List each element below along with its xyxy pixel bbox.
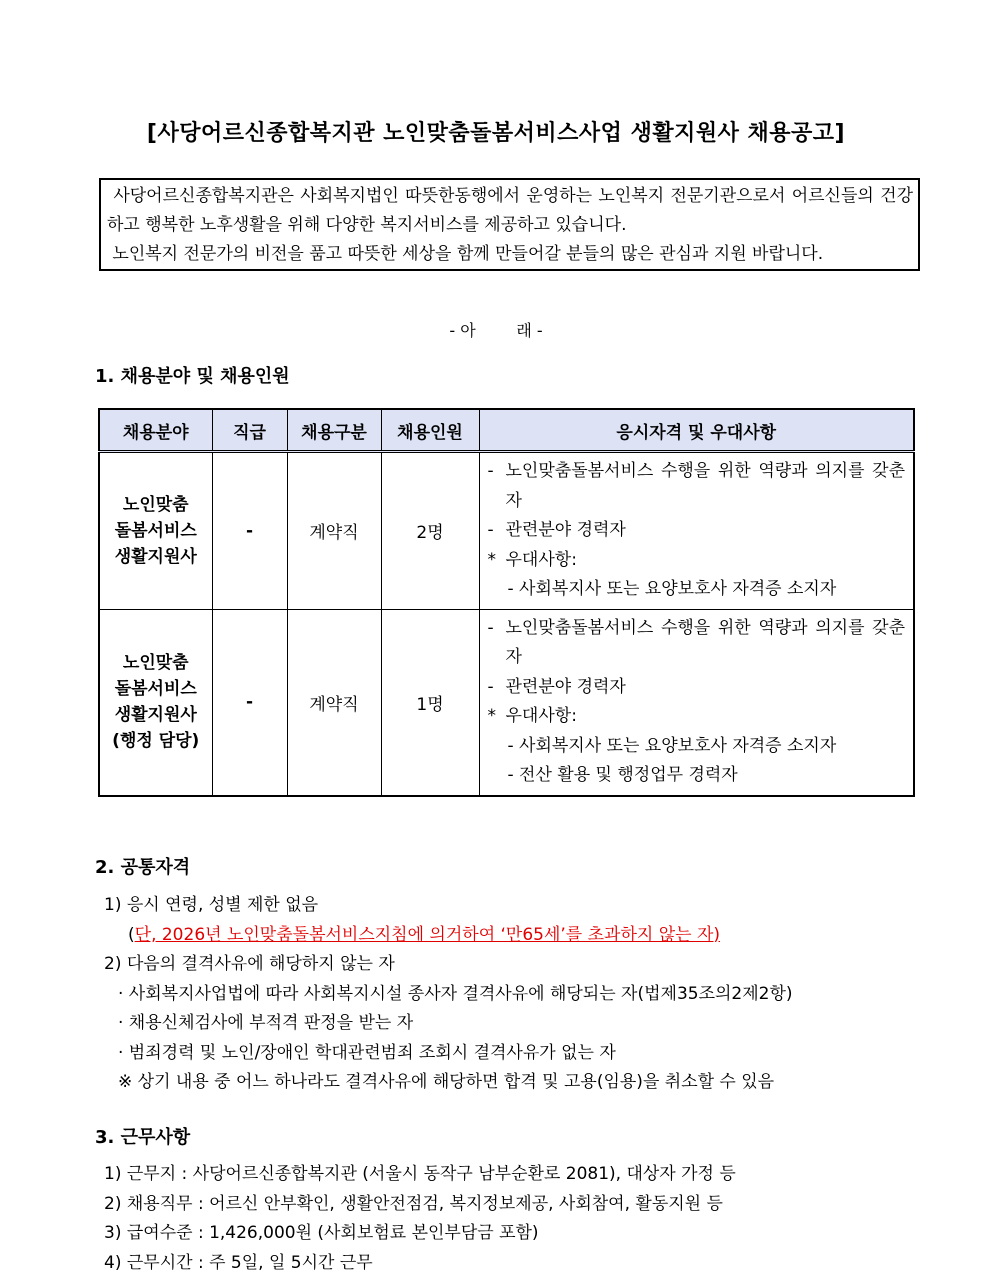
list-item: · 채용신체검사에 부적격 판정을 받는 자 <box>104 1009 793 1039</box>
table-row <box>99 452 914 610</box>
qual-item: - 관련분야 경력자 <box>488 673 906 703</box>
list-item: 2) 다음의 결격사유에 해당하지 않는 자 <box>104 950 793 980</box>
qual-subitem: - 사회복지사 또는 요양보호사 자격증 소지자 <box>488 732 906 762</box>
list-item: · 사회복지사업법에 따라 사회복지시설 종사자 결격사유에 해당되는 자(법제35조의2제2항) <box>104 980 793 1010</box>
list-item: 4) 근무시간 : 주 5일, 일 5시간 근무 <box>104 1249 736 1278</box>
list-item: 2) 채용직무 : 어르신 안부확인, 생활안전점검, 복지정보제공, 사회참여, 활동지원 등 <box>104 1190 736 1220</box>
qual-item: - 관련분야 경력자 <box>488 516 906 546</box>
col-header: 채용인원 <box>381 409 479 452</box>
field-cell <box>99 609 212 796</box>
qual-item: - 노인맞춤돌봄서비스 수행을 위한 역량과 의지를 갖춘 자 <box>488 457 906 516</box>
field-line: 생활지원사 <box>101 544 211 570</box>
table-row <box>99 609 914 796</box>
intro-paragraph <box>107 240 913 269</box>
section2-heading: 2. 공통자격 <box>95 853 190 879</box>
count-cell: 2명 <box>381 452 479 610</box>
intro-text-2: 노인복지 전문가의 비전을 품고 따뜻한 세상을 함께 만들어갈 분들의 많은 관심과 지원 바랍니다. <box>112 244 823 264</box>
type-cell: 계약직 <box>287 609 381 796</box>
col-header: 채용구분 <box>287 409 381 452</box>
section3-list <box>104 1160 736 1278</box>
section1-heading: 1. 채용분야 및 채용인원 <box>95 362 290 388</box>
col-header: 응시자격 및 우대사항 <box>479 409 914 452</box>
field-line: 생활지원사 <box>101 702 211 728</box>
field-line: 돌봄서비스 <box>101 676 211 702</box>
rank-cell: - <box>212 452 287 610</box>
field-line: 돌봄서비스 <box>101 518 211 544</box>
list-item: · 범죄경력 및 노인/장애인 학대관련범죄 조회시 결격사유가 없는 자 <box>104 1039 793 1069</box>
intro-paragraph <box>107 182 913 240</box>
col-header: 직급 <box>212 409 287 452</box>
field-line: (행정 담당) <box>101 728 211 754</box>
type-cell: 계약직 <box>287 452 381 610</box>
rank-cell: - <box>212 609 287 796</box>
field-line: 노인맞춤 <box>101 650 211 676</box>
count-cell: 1명 <box>381 609 479 796</box>
col-header: 채용분야 <box>99 409 212 452</box>
list-item: 1) 근무지 : 사당어르신종합복지관 (서울시 동작구 남부순환로 2081), 대상자 가정 등 <box>104 1160 736 1190</box>
table-header-row <box>99 409 914 452</box>
qualification-cell <box>479 609 914 796</box>
list-item-note: (단, 2026년 노인맞춤돌봄서비스지침에 의거하여 ‘만65세’를 초과하지 않는 자) <box>104 921 793 951</box>
intro-text-1: 사당어르신종합복지관은 사회복지법인 따뜻한동행에서 운영하는 노인복지 전문기관으로서 어르신들의 건강하고 행복한 노후생활을 위해 다양한 복지서비스를 제공하고 있습니다. <box>107 186 913 235</box>
qual-item: * 우대사항: <box>488 702 906 732</box>
qual-subitem: - 사회복지사 또는 요양보호사 자격증 소지자 <box>488 575 906 605</box>
section2-list <box>104 891 793 1098</box>
field-line: 노인맞춤 <box>101 492 211 518</box>
field-cell <box>99 452 212 610</box>
list-item: 3) 급여수준 : 1,426,000원 (사회보험료 본인부담금 포함) <box>104 1219 736 1249</box>
age-limit-note: 단, 2026년 노인맞춤돌봄서비스지침에 의거하여 ‘만65세’를 초과하지 않는 자) <box>135 925 720 945</box>
page-title: [사당어르신종합복지관 노인맞춤돌봄서비스사업 생활지원사 채용공고] <box>0 116 992 147</box>
list-item: 1) 응시 연령, 성별 제한 없음 <box>104 891 793 921</box>
recruitment-table <box>98 408 915 797</box>
intro-box <box>99 178 920 271</box>
qual-item: * 우대사항: <box>488 546 906 576</box>
qual-item: - 노인맞춤돌봄서비스 수행을 위한 역량과 의지를 갖춘 자 <box>488 614 906 673</box>
section3-heading: 3. 근무사항 <box>95 1123 190 1149</box>
notice-note: ※ 상기 내용 중 어느 하나라도 결격사유에 해당하면 합격 및 고용(임용)을 취소할 수 있음 <box>104 1068 793 1098</box>
qual-subitem: - 전산 활용 및 행정업무 경력자 <box>488 761 906 791</box>
qualification-cell <box>479 452 914 610</box>
ah-rae-divider: - 아 래 - <box>0 318 992 341</box>
